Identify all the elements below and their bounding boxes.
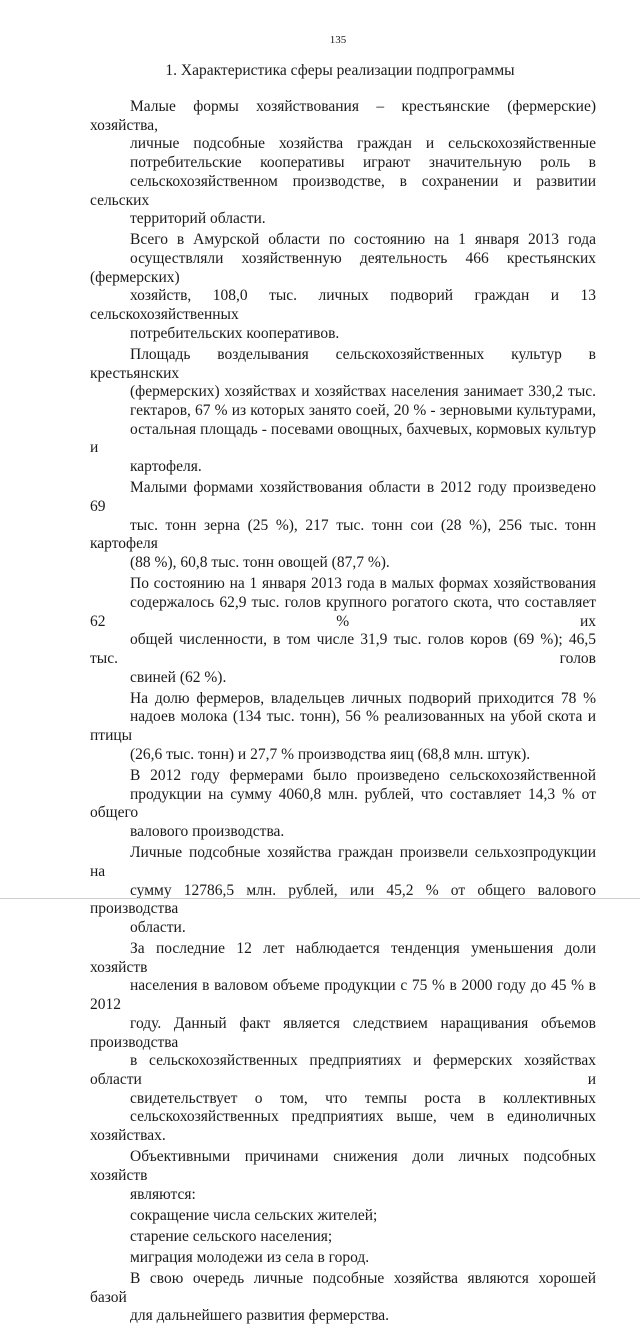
text-line: сумму 12786,5 млн. рублей, или 45,2 % от общего валового производства <box>90 881 596 918</box>
text-line: для дальнейшего развития фермерства. <box>130 1307 390 1325</box>
text-line: Личные подсобные хозяйства граждан произвели сельхозпродукции на <box>90 844 596 880</box>
text-line: осуществляли хозяйственную деятельность 466 крестьянских (фермерских) <box>90 250 596 286</box>
text-line: валового производства. <box>130 823 285 841</box>
list-item <box>90 1228 596 1247</box>
text-line: сельскохозяйственном производстве, в сохранении и развитии сельских <box>90 172 596 209</box>
page-bottom-edge <box>0 898 640 899</box>
text-line: гектаров, 67 % из которых занято соей, 20 % - зерновыми культурами, <box>130 402 596 420</box>
text-line: (26,6 тыс. тонн) и 27,7 % производства яиц (68,8 млн. штук). <box>130 745 531 763</box>
paragraph <box>90 767 596 842</box>
paragraph <box>90 1148 596 1204</box>
document-body <box>90 98 596 1328</box>
text-line: потребительских кооперативов. <box>130 324 340 342</box>
paragraph <box>90 844 596 938</box>
paragraph <box>90 479 596 573</box>
text-line: сельскохозяйственных предприятиях выше, чем в единоличных хозяйствах. <box>90 1108 596 1145</box>
text-line: территорий области. <box>130 210 266 228</box>
page-number: 135 <box>329 34 347 46</box>
text-line: картофеля. <box>130 458 202 476</box>
text-line: населения в валовом объеме продукции с 75 % в 2000 году до 45 % в 2012 <box>90 977 596 1014</box>
text-line: миграция молодежи из села в город. <box>130 1248 370 1266</box>
text-line: содержалось 62,9 тыс. голов крупного рогатого скота, что составляет 62 % их <box>90 593 596 630</box>
text-line: в сельскохозяйственных предприятиях и фермерских хозяйствах области и <box>90 1052 596 1088</box>
text-line: общей численности, в том числе 31,9 тыс. голов коров (69 %); 46,5 тыс. голов <box>90 631 596 667</box>
text-line: свидетельствует о том, что темпы роста в коллективных <box>130 1089 596 1107</box>
text-line: хозяйств, 108,0 тыс. личных подворий граждан и 13 сельскохозяйственных <box>90 287 596 324</box>
text-line: области. <box>130 918 186 936</box>
text-line: году. Данный факт является следствием наращивания объемов производства <box>90 1014 596 1051</box>
text-line: (88 %), 60,8 тыс. тонн овощей (87,7 %). <box>130 554 390 572</box>
text-line: Малые формы хозяйствования – крестьянские (фермерские) хозяйства, <box>90 98 596 134</box>
paragraph <box>90 346 596 477</box>
paragraph <box>90 575 596 687</box>
text-line: продукции на сумму 4060,8 млн. рублей, что составляет 14,3 % от общего <box>90 785 596 822</box>
text-line: свиней (62 %). <box>130 668 227 686</box>
text-line: (фермерских) хозяйствах и хозяйствах населения занимает 330,2 тыс. <box>130 383 596 401</box>
text-line: сокращение числа сельских жителей; <box>130 1206 378 1224</box>
text-line: тыс. тонн зерна (25 %), 217 тыс. тонн сои (28 %), 256 тыс. тонн картофеля <box>90 516 596 553</box>
paragraph <box>90 231 596 343</box>
text-line: По состоянию на 1 января 2013 года в малых формах хозяйствования <box>130 575 596 593</box>
text-line: В свою очередь личные подсобные хозяйства являются хорошей базой <box>90 1269 596 1306</box>
text-line: Объективными причинами снижения доли личных подсобных хозяйств <box>90 1148 596 1184</box>
text-line: В 2012 году фермерами было произведено сельскохозяйственной <box>130 766 596 784</box>
paragraph <box>90 1270 596 1326</box>
text-line: Всего в Амурской области по состоянию на 1 января 2013 года <box>130 231 596 249</box>
text-line: старение сельского населения; <box>130 1227 333 1245</box>
paragraph <box>90 690 596 765</box>
text-line: являются: <box>130 1185 196 1203</box>
paragraph <box>90 940 596 1146</box>
section-heading: 1. Характеристика сферы реализации подпрограммы <box>165 62 515 79</box>
text-line: надоев молока (134 тыс. тонн), 56 % реализованных на убой скота и птицы <box>90 708 596 745</box>
text-line: Малыми формами хозяйствования области в 2012 году произведено 69 <box>90 479 596 515</box>
paragraph <box>90 98 596 229</box>
text-line: личные подсобные хозяйства граждан и сельскохозяйственные <box>130 135 596 153</box>
text-line: потребительские кооперативы играют значительную роль в <box>130 154 596 172</box>
text-line: остальная площадь - посевами овощных, бахчевых, кормовых культур и <box>90 420 596 457</box>
list-item <box>90 1207 596 1226</box>
list-item <box>90 1249 596 1268</box>
text-line: За последние 12 лет наблюдается тенденция уменьшения доли хозяйств <box>90 940 596 976</box>
text-line: Площадь возделывания сельскохозяйственных культур в крестьянских <box>90 345 596 382</box>
text-line: На долю фермеров, владельцев личных подворий приходится 78 % <box>130 689 596 707</box>
